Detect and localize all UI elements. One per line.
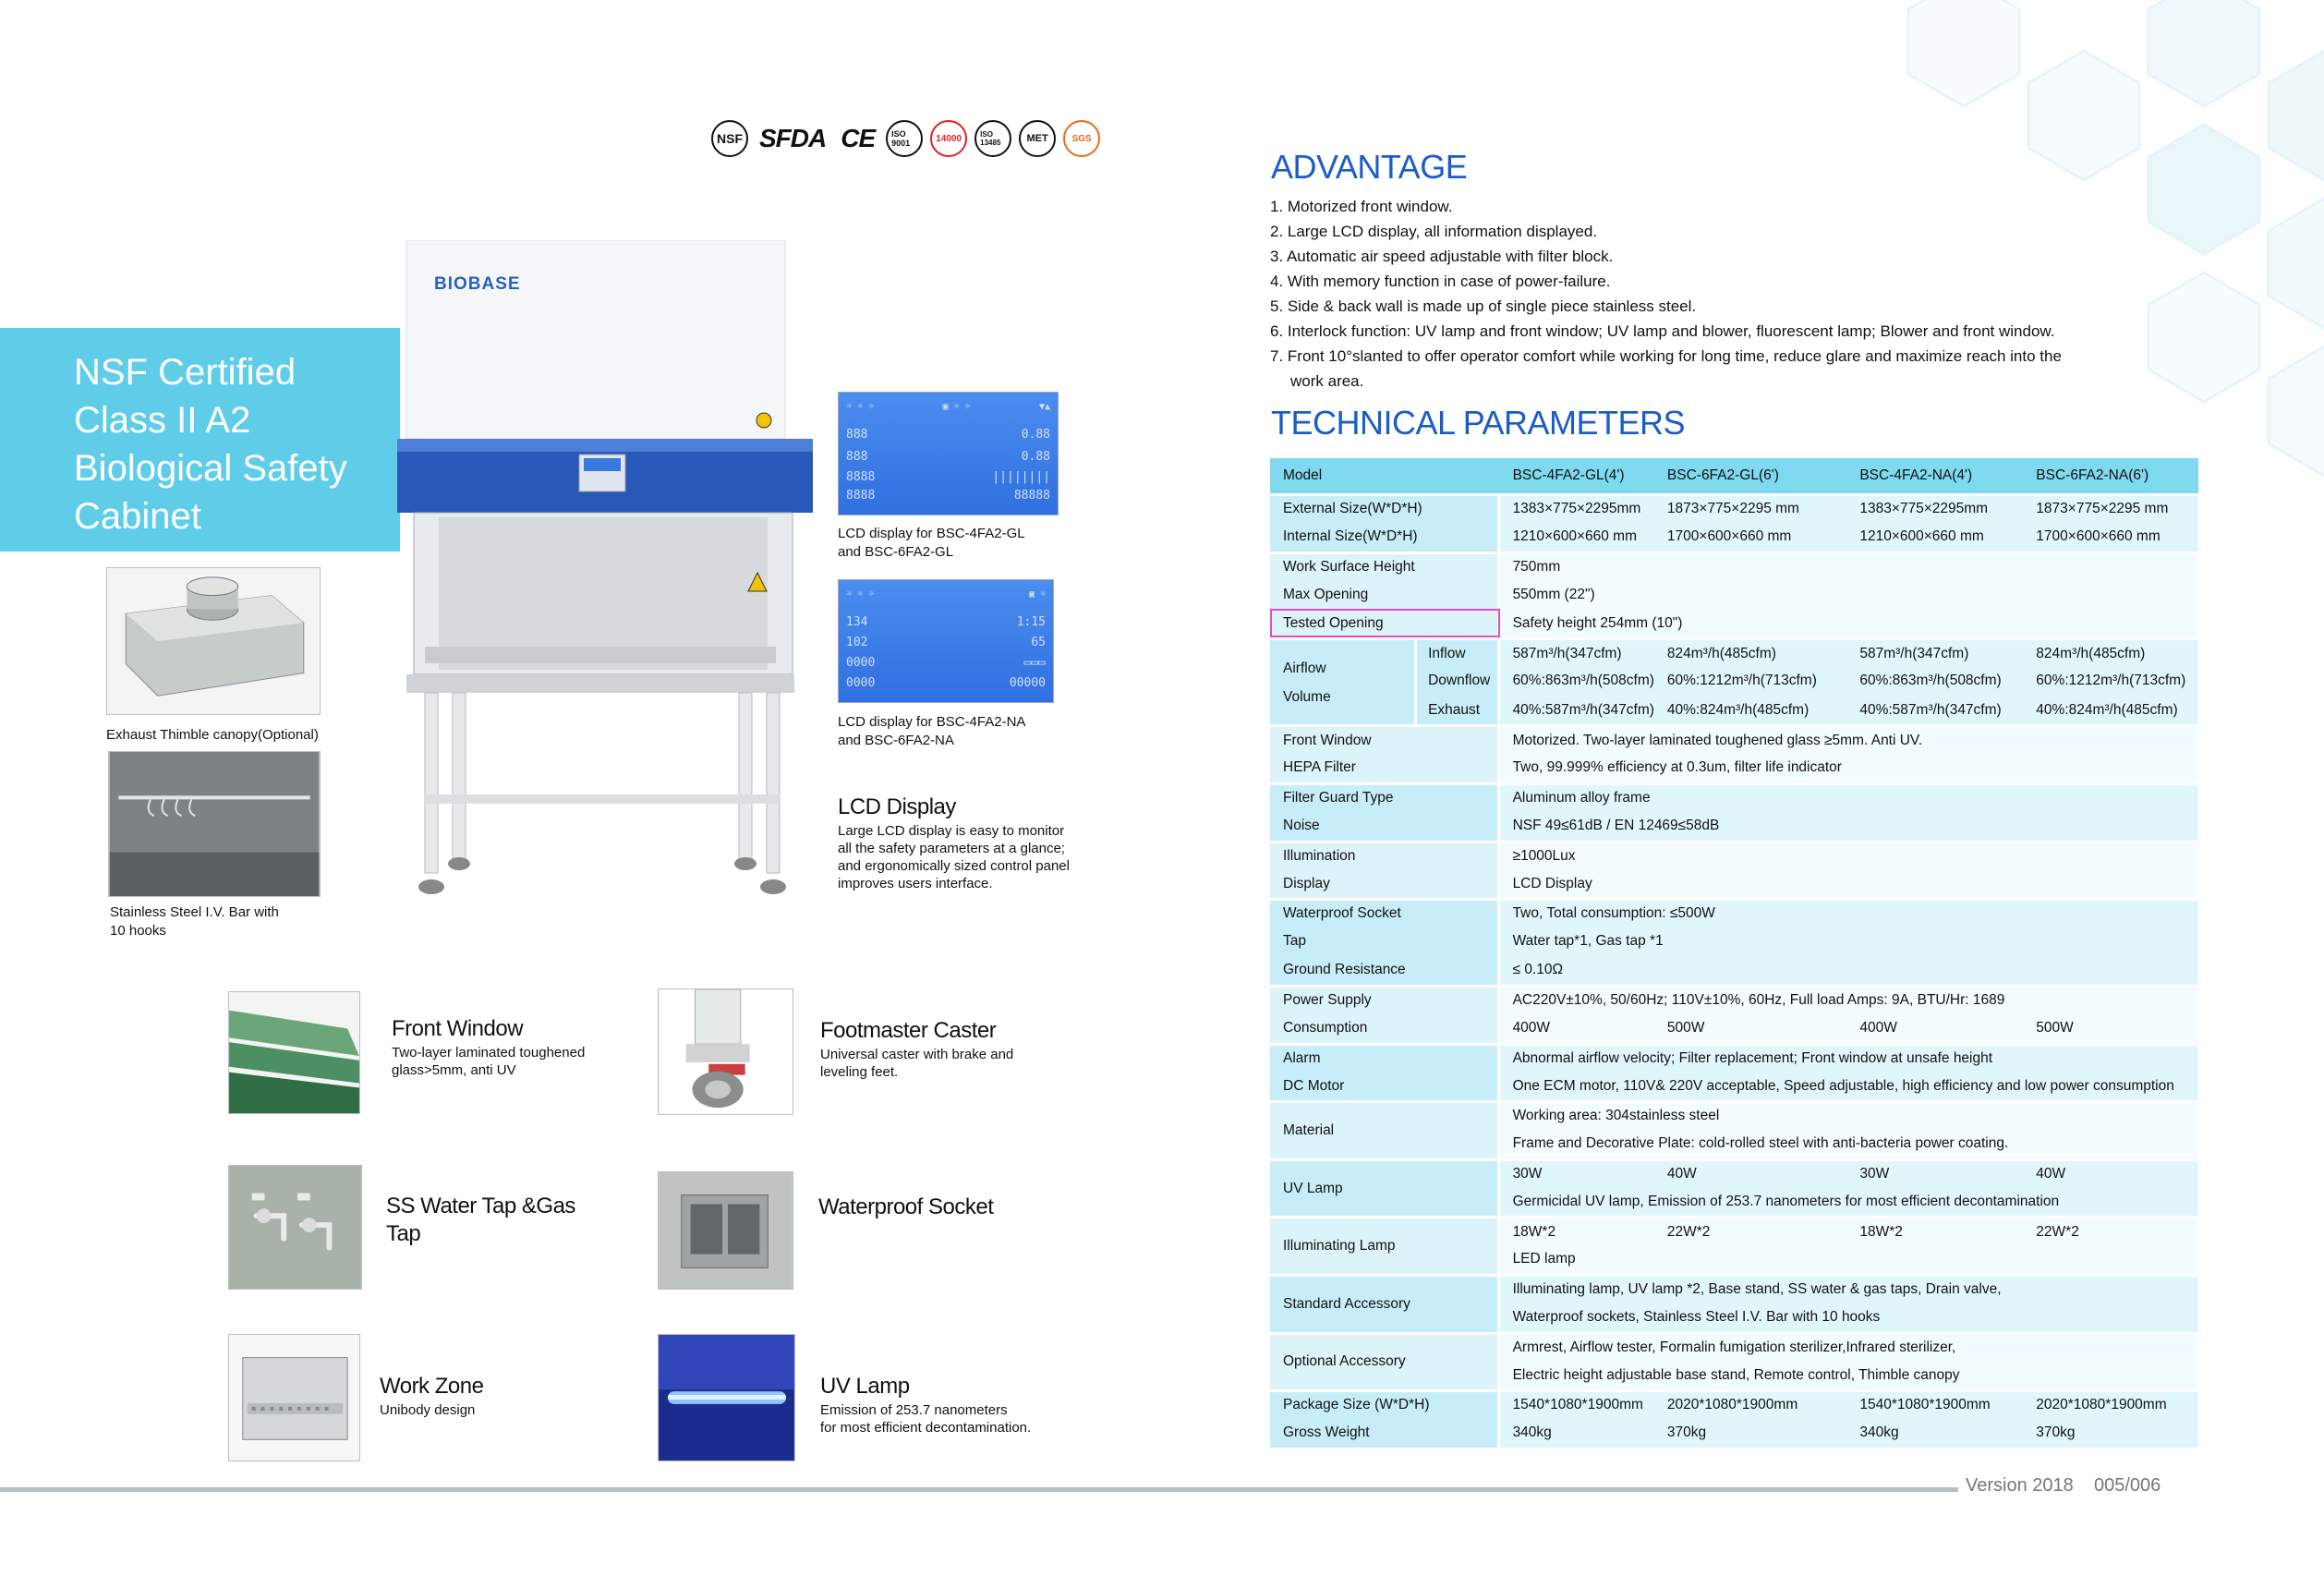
- advantage-item: 3. Automatic air speed adjustable with filter block.: [1270, 248, 1614, 265]
- table-row: [1270, 782, 2198, 811]
- cell: Frame and Decorative Plate: cold-rolled steel with anti-bacteria power coating.: [1500, 1130, 2198, 1158]
- nsf-logo: NSF: [711, 120, 748, 157]
- work-zone-image: [228, 1334, 360, 1461]
- table-row: [1270, 1332, 2198, 1361]
- cell: Safety height 254mm (10"): [1500, 609, 2198, 637]
- table-header-cell: BSC-4FA2-GL(4'): [1500, 458, 1654, 493]
- cell: 22W*2: [1654, 1216, 1846, 1244]
- lcd-gl-caption-line: LCD display for BSC-4FA2-GL: [838, 526, 1025, 541]
- lcd-desc-line: and ergonomically sized control panel: [838, 858, 1070, 874]
- advantage-heading: ADVANTAGE: [1271, 148, 1468, 186]
- exhaust-canopy-image: [106, 567, 321, 715]
- cell: 22W*2: [2023, 1216, 2198, 1244]
- feature-title: Footmaster Caster: [820, 1018, 997, 1043]
- lcd-na-caption-line: LCD display for BSC-4FA2-NA: [838, 714, 1026, 730]
- feature-text-line: glass>5mm, anti UV: [392, 1062, 516, 1078]
- row-label: Filter Guard Type: [1270, 782, 1500, 811]
- cell: Two, Total consumption: ≤500W: [1500, 898, 2198, 927]
- row-sublabel: Inflow: [1417, 637, 1500, 666]
- feature-title: Tap: [386, 1221, 421, 1246]
- table-header-cell: Model: [1270, 458, 1500, 493]
- advantage-item: 7. Front 10°slanted to offer operator comfort while working for long time, reduce glare and maximize reach into the: [1270, 347, 2062, 365]
- cell: 2020*1080*1900mm: [2023, 1389, 2198, 1418]
- cell: Waterproof sockets, Stainless Steel I.V. Bar with 10 hooks: [1500, 1303, 2198, 1331]
- feature-text-line: for most efficient decontamination.: [820, 1420, 1032, 1436]
- table-row: [1270, 1072, 2198, 1100]
- iso13485-logo: ISO 13485: [974, 120, 1011, 157]
- row-label: Illumination: [1270, 841, 1500, 869]
- cell: 30W: [1500, 1158, 1654, 1187]
- footmaster-caster-image: [658, 988, 793, 1115]
- cell: Electric height adjustable base stand, Remote control, Thimble canopy: [1500, 1361, 2198, 1389]
- cell: 40%:824m³/h(485cfm): [1654, 696, 1846, 724]
- iv-bar-caption-line: 10 hooks: [110, 923, 166, 939]
- cell: 500W: [2023, 1013, 2198, 1042]
- row-label: Power Supply: [1270, 985, 1500, 1013]
- cell: 1700×600×660 mm: [1654, 522, 1846, 551]
- cell: 750mm: [1500, 552, 2198, 580]
- table-row: [1270, 1043, 2198, 1072]
- feature-text-line: Emission of 253.7 nanometers: [820, 1402, 1008, 1418]
- cell: 340kg: [1846, 1419, 2023, 1448]
- row-label: Tap: [1270, 927, 1500, 955]
- row-label: External Size(W*D*H): [1270, 493, 1500, 522]
- cell: Two, 99.999% efficiency at 0.3um, filter life indicator: [1500, 754, 2198, 782]
- table-row: [1270, 724, 2198, 753]
- row-label: DC Motor: [1270, 1072, 1500, 1100]
- cell: 587m³/h(347cfm): [1846, 637, 2023, 666]
- advantage-list: [1270, 194, 2194, 394]
- cell: 18W*2: [1500, 1216, 1654, 1244]
- row-label: Front Window: [1270, 724, 1500, 753]
- banner-line: NSF Certified: [74, 352, 297, 393]
- lcd-display-title: LCD Display: [838, 794, 956, 819]
- cell: 370kg: [2023, 1419, 2198, 1448]
- row-label: UV Lamp: [1270, 1158, 1500, 1217]
- table-row: [1270, 1419, 2198, 1448]
- iso14000-logo: 14000: [930, 120, 967, 157]
- lcd-desc-line: Large LCD display is easy to monitor: [838, 823, 1065, 839]
- feature-text: [392, 1044, 585, 1079]
- table-row: [1270, 1013, 2198, 1042]
- cell: 60%:863m³/h(508cfm): [1846, 667, 2023, 696]
- cell: 500W: [1654, 1013, 1846, 1042]
- cell: 1700×600×660 mm: [2023, 522, 2198, 551]
- cell: Working area: 304stainless steel: [1500, 1100, 2198, 1129]
- cell: 40W: [2023, 1158, 2198, 1187]
- row-label: Gross Weight: [1270, 1419, 1500, 1448]
- cell: 370kg: [1654, 1419, 1846, 1448]
- banner-line: Cabinet: [74, 496, 201, 537]
- sfda-logo: SFDA: [759, 124, 827, 152]
- row-label: Package Size (W*D*H): [1270, 1389, 1500, 1418]
- table-row: [1270, 493, 2198, 522]
- table-row: [1270, 637, 2198, 666]
- table-row: [1270, 841, 2198, 869]
- cell: 40%:587m³/h(347cfm): [1846, 696, 2023, 724]
- cell: 18W*2: [1846, 1216, 2023, 1244]
- lcd-display-gl-image: ☼ ☼ ☼ ▣ ☼ ☼ ▼▲ 888 0.88 888 0.88 8888 |||||||| 8888 88888: [838, 392, 1059, 515]
- cell: 60%:863m³/h(508cfm): [1500, 667, 1654, 696]
- feature-title: Waterproof Socket: [818, 1194, 994, 1219]
- ce-logo: CE: [841, 124, 876, 152]
- table-row: [1270, 898, 2198, 927]
- lcd-display-na-image: ☼ ☼ ☼ ▣ ☼ 134 1:15 102 65 0000 ▭▭▭ 0000 00000: [838, 579, 1054, 703]
- cell: Abnormal airflow velocity; Filter replacement; Front window at unsafe height: [1500, 1043, 2198, 1072]
- cell: Motorized. Two-layer laminated toughened glass ≥5mm. Anti UV.: [1500, 724, 2198, 753]
- cell: 40%:587m³/h(347cfm): [1500, 696, 1654, 724]
- table-row: [1270, 609, 2198, 637]
- cell: Germicidal UV lamp, Emission of 253.7 nanometers for most efficient decontamination: [1500, 1187, 2198, 1216]
- lcd-gl-caption-line: and BSC-6FA2-GL: [838, 544, 954, 560]
- feature-title: UV Lamp: [820, 1374, 910, 1399]
- exhaust-canopy-caption: Exhaust Thimble canopy(Optional): [106, 727, 319, 743]
- cell: 60%:1212m³/h(713cfm): [2023, 667, 2198, 696]
- banner-line: Class II A2: [74, 400, 251, 441]
- row-label: Material: [1270, 1100, 1500, 1158]
- cell: 400W: [1846, 1013, 2023, 1042]
- advantage-item: 1. Motorized front window.: [1270, 198, 1453, 215]
- table-row: [1270, 1216, 2198, 1244]
- table-header-cell: BSC-6FA2-NA(6'): [2023, 458, 2198, 493]
- row-label: HEPA Filter: [1270, 754, 1500, 782]
- advantage-item: work area.: [1290, 372, 1364, 390]
- row-label: Illuminating Lamp: [1270, 1216, 1500, 1274]
- table-header-cell: BSC-4FA2-NA(4'): [1846, 458, 2023, 493]
- cell: 1540*1080*1900mm: [1500, 1389, 1654, 1418]
- cell: AC220V±10%, 50/60Hz; 110V±10%, 60Hz, Full load Amps: 9A, BTU/Hr: 1689: [1500, 985, 2198, 1013]
- cell: 30W: [1846, 1158, 2023, 1187]
- cell: 550mm (22"): [1500, 580, 2198, 609]
- lcd-desc-line: all the safety parameters at a glance;: [838, 841, 1065, 856]
- product-title-banner: [0, 328, 400, 552]
- feature-text: [820, 1401, 1031, 1436]
- banner-line: Biological Safety: [74, 448, 347, 489]
- cell: One ECM motor, 110V& 220V acceptable, Speed adjustable, high efficiency and low power consumption: [1500, 1072, 2198, 1100]
- table-row: [1270, 1389, 2198, 1418]
- cell: Water tap*1, Gas tap *1: [1500, 927, 2198, 955]
- table-row: [1270, 1100, 2198, 1129]
- row-label: Volume: [1283, 688, 1331, 705]
- table-row: [1270, 522, 2198, 551]
- row-label: Display: [1270, 869, 1500, 898]
- row-label: Internal Size(W*D*H): [1270, 522, 1500, 551]
- brand-logo: BIOBASE: [434, 274, 521, 294]
- footer-version-page: Version 2018 005/006: [1966, 1475, 2161, 1496]
- cell: LED lamp: [1500, 1245, 2198, 1274]
- lcd-display-desc: [838, 822, 1070, 892]
- certification-logos: [711, 113, 1100, 164]
- feature-text-line: Unibody design: [380, 1402, 476, 1418]
- lcd-na-caption-line: and BSC-6FA2-NA: [838, 733, 954, 748]
- row-label: Waterproof Socket: [1270, 898, 1500, 927]
- feature-text: [380, 1401, 475, 1419]
- table-row: [1270, 1158, 2198, 1187]
- waterproof-socket-image: [658, 1171, 793, 1290]
- table-row: [1270, 1274, 2198, 1303]
- cell: LCD Display: [1500, 869, 2198, 898]
- row-label: Max Opening: [1270, 580, 1500, 609]
- feature-title: SS Water Tap &Gas: [386, 1194, 575, 1218]
- cell: 1210×600×660 mm: [1846, 522, 2023, 551]
- uv-lamp-image: [658, 1334, 795, 1461]
- cell: 587m³/h(347cfm): [1500, 637, 1654, 666]
- met-logo: MET: [1019, 120, 1056, 157]
- table-row: [1270, 985, 2198, 1013]
- cell: 40%:824m³/h(485cfm): [2023, 696, 2198, 724]
- row-label: Standard Accessory: [1270, 1274, 1500, 1332]
- footer-divider: [0, 1487, 1958, 1492]
- feature-text: [820, 1046, 1013, 1081]
- row-sublabel: Downflow: [1417, 667, 1500, 696]
- lcd-desc-line: improves users interface.: [838, 876, 993, 891]
- iso9001-logo: ISO 9001: [886, 120, 923, 157]
- cell: Armrest, Airflow tester, Formalin fumigation sterilizer,Infrared sterilizer,: [1500, 1332, 2198, 1361]
- cell: Illuminating lamp, UV lamp *2, Base stand, SS water & gas taps, Drain valve,: [1500, 1274, 2198, 1303]
- airflow-volume-label: [1270, 637, 1417, 724]
- cell: 824m³/h(485cfm): [1654, 637, 1846, 666]
- row-label: Alarm: [1270, 1043, 1500, 1072]
- cell: 1873×775×2295 mm: [2023, 493, 2198, 522]
- row-label: Ground Resistance: [1270, 956, 1500, 985]
- cell: ≤ 0.10Ω: [1500, 956, 2198, 985]
- table-header-cell: BSC-6FA2-GL(6'): [1654, 458, 1846, 493]
- advantage-item: 2. Large LCD display, all information displayed.: [1270, 223, 1598, 240]
- technical-parameters-table: [1270, 458, 2198, 1448]
- cell: 60%:1212m³/h(713cfm): [1654, 667, 1846, 696]
- row-label: Airflow: [1283, 660, 1326, 676]
- cell: 1383×775×2295mm: [1846, 493, 2023, 522]
- cell: 2020*1080*1900mm: [1654, 1389, 1846, 1418]
- cell: 40W: [1654, 1158, 1846, 1187]
- feature-text-line: leveling feet.: [820, 1064, 899, 1080]
- table-row: [1270, 754, 2198, 782]
- row-label: Noise: [1270, 811, 1500, 840]
- row-label: Consumption: [1270, 1013, 1500, 1042]
- cell: 1873×775×2295 mm: [1654, 493, 1846, 522]
- table-row: [1270, 927, 2198, 955]
- advantage-item: 5. Side & back wall is made up of single piece stainless steel.: [1270, 297, 1697, 315]
- iv-bar-caption-line: Stainless Steel I.V. Bar with: [110, 904, 279, 920]
- table-row: [1270, 956, 2198, 985]
- table-header-row: [1270, 458, 2198, 493]
- cell: 400W: [1500, 1013, 1654, 1042]
- row-label-highlighted: Tested Opening: [1270, 609, 1500, 637]
- table-row: [1270, 869, 2198, 898]
- iv-bar-image: [108, 751, 321, 897]
- row-label: Work Surface Height: [1270, 552, 1500, 580]
- feature-text-line: Universal caster with brake and: [820, 1047, 1014, 1062]
- water-gas-tap-image: [228, 1165, 362, 1290]
- table-row: [1270, 811, 2198, 840]
- feature-text-line: Two-layer laminated toughened: [392, 1045, 586, 1061]
- cell: 1210×600×660 mm: [1500, 522, 1654, 551]
- sgs-logo: SGS: [1063, 120, 1100, 157]
- cell: 340kg: [1500, 1419, 1654, 1448]
- row-sublabel: Exhaust: [1417, 696, 1500, 724]
- advantage-item: 4. With memory function in case of power-failure.: [1270, 273, 1611, 290]
- cell: NSF 49≤61dB / EN 12469≤58dB: [1500, 811, 2198, 840]
- feature-title: Front Window: [392, 1016, 524, 1041]
- table-row: [1270, 580, 2198, 609]
- cell: 824m³/h(485cfm): [2023, 637, 2198, 666]
- cell: 1383×775×2295mm: [1500, 493, 1654, 522]
- front-window-image: [228, 991, 360, 1114]
- technical-parameters-heading: TECHNICAL PARAMETERS: [1271, 404, 1686, 442]
- row-label: Optional Accessory: [1270, 1332, 1500, 1390]
- table-row: [1270, 552, 2198, 580]
- biological-safety-cabinet-image: [397, 240, 813, 905]
- cell: 1540*1080*1900mm: [1846, 1389, 2023, 1418]
- feature-title: Work Zone: [380, 1374, 484, 1399]
- advantage-item: 6. Interlock function: UV lamp and front window; UV lamp and blower, fluorescent lamp; Blower and front window.: [1270, 322, 2055, 340]
- cell: ≥1000Lux: [1500, 841, 2198, 869]
- cell: Aluminum alloy frame: [1500, 782, 2198, 811]
